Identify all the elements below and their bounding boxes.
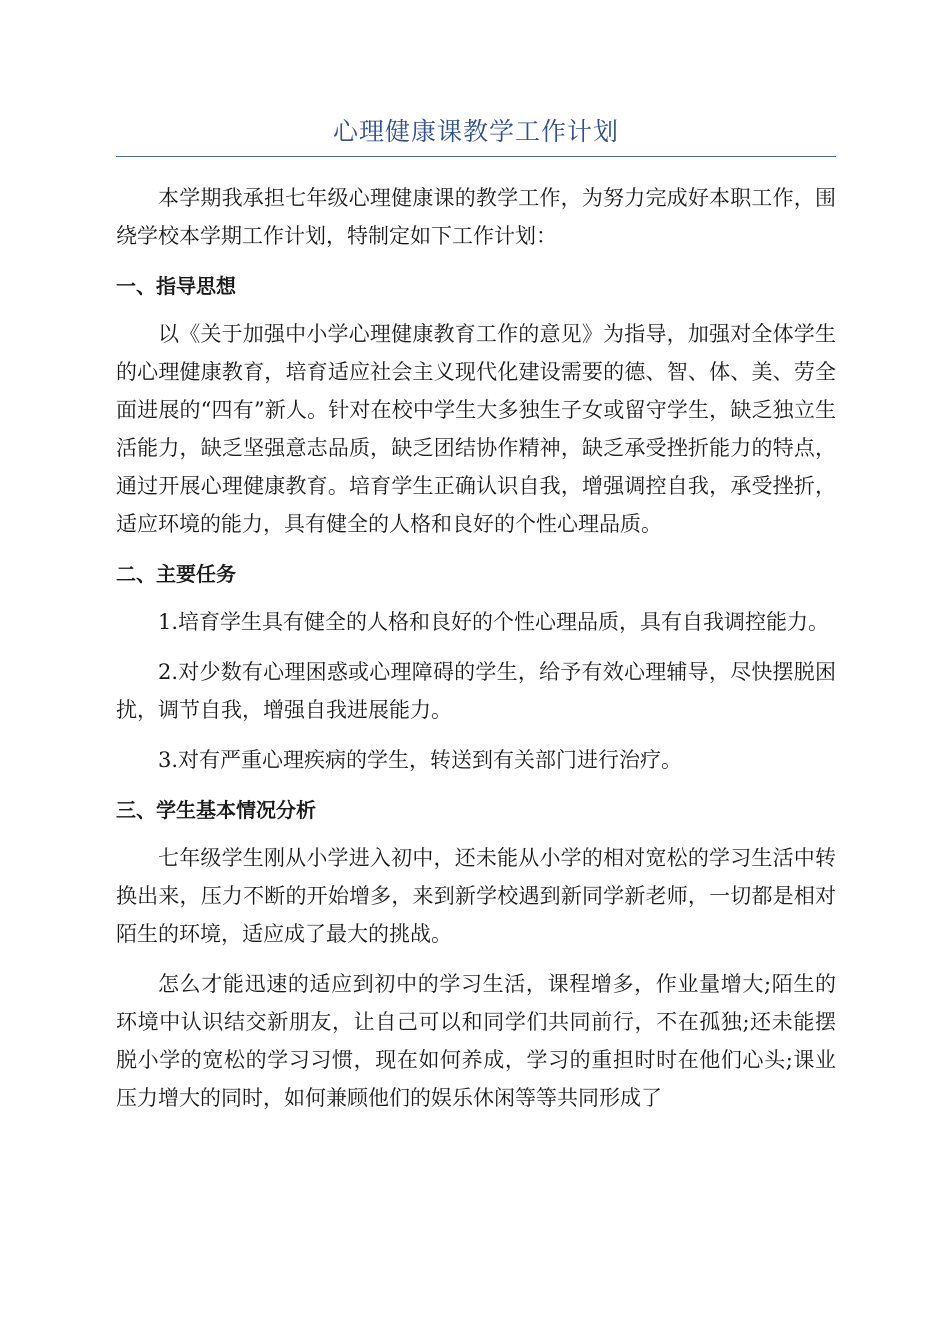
section-1-paragraph: 以《关于加强中小学心理健康教育工作的意见》为指导，加强对全体学生的心理健康教育，培育适应社会主义现代化建设需要的德、智、体、美、劳全面进展的“四有”新人。针对在校中学生大多独生子女或留守学生，缺乏独立生活能力，缺乏坚强意志品质，缺乏团结协作精神，缺乏承受挫折能力的特点，通过开展心理健康教育。培育学生正确认识自我，增强调控自我，承受挫折，适应环境的能力，具有健全的人格和良好的个性心理品质。 — [116, 322, 836, 536]
section-heading-student-analysis: 三、学生基本情况分析 — [116, 798, 316, 822]
section-3-paragraph-1: 七年级学生刚从小学进入初中，还未能从小学的相对宽松的学习生活中转换出来，压力不断的开始增多，来到新学校遇到新同学新老师，一切都是相对陌生的环境，适应成了最大的挑战。 — [116, 846, 836, 946]
section-heading-guiding-thought: 一、指导思想 — [116, 274, 236, 298]
task-item-2: 2.对少数有心理困惑或心理障碍的学生，给予有效心理辅导，尽快摆脱困扰，调节自我，增强自我进展能力。 — [116, 660, 836, 722]
document-title: 心理健康课教学工作计划 — [116, 112, 836, 157]
task-item-1: 1.培育学生具有健全的人格和良好的个性心理品质，具有自我调控能力。 — [158, 610, 830, 634]
task-item-3: 3.对有严重心理疾病的学生，转送到有关部门进行治疗。 — [158, 748, 683, 772]
section-3-paragraph-2: 怎么才能迅速的适应到初中的学习生活，课程增多，作业量增大;陌生的环境中认识结交新朋友，让自己可以和同学们共同前行，不在孤独;还未能摆脱小学的宽松的学习习惯，现在如何养成，学习的重担时时在他们心头;课业压力增大的同时，如何兼顾他们的娱乐休闲等等共同形成了 — [116, 972, 836, 1110]
document-page — [116, 112, 836, 1117]
section-heading-main-tasks: 二、主要任务 — [116, 562, 236, 586]
intro-paragraph: 本学期我承担七年级心理健康课的教学工作，为努力完成好本职工作，围绕学校本学期工作计划，特制定如下工作计划： — [116, 186, 836, 248]
